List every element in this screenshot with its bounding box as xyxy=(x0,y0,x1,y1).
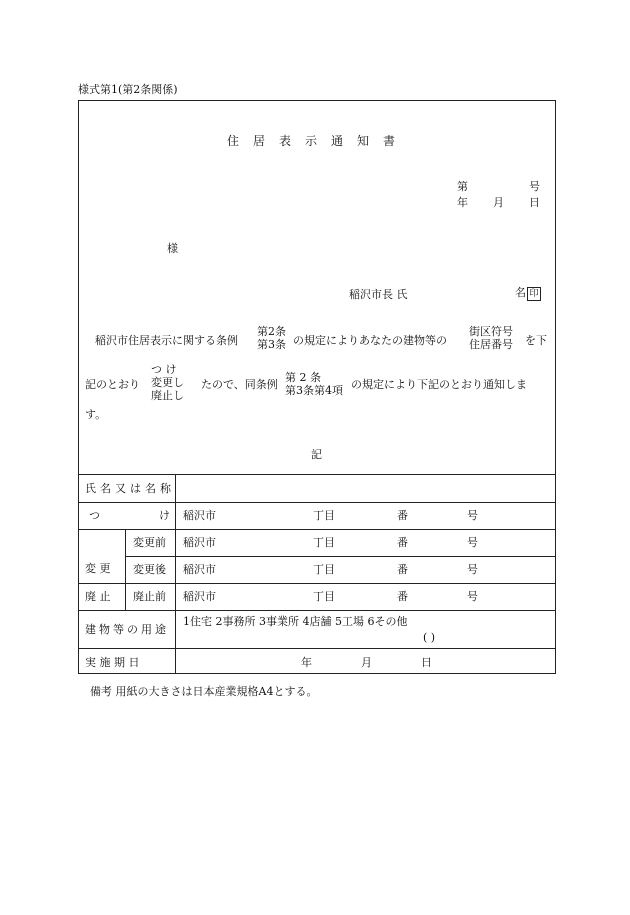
body-p2-b: たので、同条例 xyxy=(201,378,278,391)
name-label: 氏名又は名称 xyxy=(85,482,175,495)
chome-after: 丁目 xyxy=(313,563,335,576)
table-rule-3 xyxy=(125,556,555,557)
impl-month: 月 xyxy=(361,656,372,669)
go-haishi: 号 xyxy=(467,590,478,603)
usage-label: 建物等の用途 xyxy=(85,623,169,636)
table-rule-2 xyxy=(79,529,555,530)
haishi-before-label: 廃止前 xyxy=(133,590,166,603)
ban-tsuke: 番 xyxy=(397,509,408,522)
body-p1-b: の規定によりあなたの建物等の xyxy=(293,334,447,347)
tsuke-label-a: つ xyxy=(89,509,100,522)
code-option-house: 住居番号 xyxy=(469,338,513,351)
action-option-haishi: 廃止し xyxy=(151,389,184,402)
city-before: 稲沢市 xyxy=(183,536,216,549)
henko-label: 変 更 xyxy=(85,562,111,575)
city-haishi: 稲沢市 xyxy=(183,590,216,603)
action-option-tsuke: つ け xyxy=(151,363,177,376)
go-before: 号 xyxy=(467,536,478,549)
impl-day: 日 xyxy=(421,656,432,669)
table-rule-6 xyxy=(79,648,555,649)
chome-haishi: 丁目 xyxy=(313,590,335,603)
ki-heading: 記 xyxy=(311,448,322,461)
form-label: 様式第1(第2条関係) xyxy=(78,83,178,96)
body-p3: す。 xyxy=(85,408,107,421)
date-month: 月 xyxy=(493,196,504,209)
table-subcol-divider xyxy=(125,529,126,610)
table-rule-4 xyxy=(79,583,555,584)
city-tsuke: 稲沢市 xyxy=(183,509,216,522)
date-day: 日 xyxy=(529,196,540,209)
body-p1-c: を下 xyxy=(525,334,547,347)
article-option-2b: 第 2 条 xyxy=(285,371,321,384)
addressee-suffix: 様 xyxy=(167,242,178,255)
tsuke-label-b: け xyxy=(159,509,170,522)
before-label: 変更前 xyxy=(133,536,166,549)
ban-before: 番 xyxy=(397,536,408,549)
usage-other-paren: ( ) xyxy=(423,631,436,644)
notice-form-frame xyxy=(78,100,556,674)
date-year: 年 xyxy=(457,196,468,209)
ban-haishi: 番 xyxy=(397,590,408,603)
article-choice-1 xyxy=(257,325,286,351)
table-rule-top xyxy=(79,474,555,475)
action-choice xyxy=(151,363,184,402)
code-option-block: 街区符号 xyxy=(469,325,513,338)
haishi-label: 廃 止 xyxy=(85,590,111,603)
table-rule-1 xyxy=(79,502,555,503)
after-label: 変更後 xyxy=(133,563,166,576)
table-rule-5 xyxy=(79,610,555,611)
go-after: 号 xyxy=(467,563,478,576)
article-choice-2 xyxy=(285,371,343,397)
impl-year: 年 xyxy=(301,656,312,669)
document-title: 住居表示通知書 xyxy=(226,134,409,148)
body-p1-a: 稲沢市住居表示に関する条例 xyxy=(95,334,238,347)
article-option-3: 第3条 xyxy=(257,338,286,351)
date-label: 実 施 期 日 xyxy=(85,656,140,669)
table-col-divider xyxy=(175,474,176,674)
number-suffix: 号 xyxy=(529,180,540,193)
issuer-name-char: 名 xyxy=(515,286,526,299)
remarks-note: 備考 用紙の大きさは日本産業規格A4とする。 xyxy=(90,685,318,698)
usage-options: 1住宅 2事務所 3事業所 4店舗 5工場 6その他 xyxy=(183,615,408,628)
action-option-henko: 変更し xyxy=(151,376,184,389)
seal-stamp: 印 xyxy=(527,287,541,301)
code-choice xyxy=(469,325,513,351)
chome-before: 丁目 xyxy=(313,536,335,549)
body-p2-a: 記のとおり xyxy=(85,378,140,391)
body-p2-c: の規定により下記のとおり通知しま xyxy=(351,378,527,391)
city-after: 稲沢市 xyxy=(183,563,216,576)
issuer-title: 稲沢市長 氏 xyxy=(349,288,408,301)
go-tsuke: 号 xyxy=(467,509,478,522)
chome-tsuke: 丁目 xyxy=(313,509,335,522)
article-option-3-4: 第3条第4項 xyxy=(285,384,343,397)
article-option-2: 第2条 xyxy=(257,325,286,338)
number-prefix: 第 xyxy=(457,180,468,193)
ban-after: 番 xyxy=(397,563,408,576)
issuer-name xyxy=(515,287,541,301)
